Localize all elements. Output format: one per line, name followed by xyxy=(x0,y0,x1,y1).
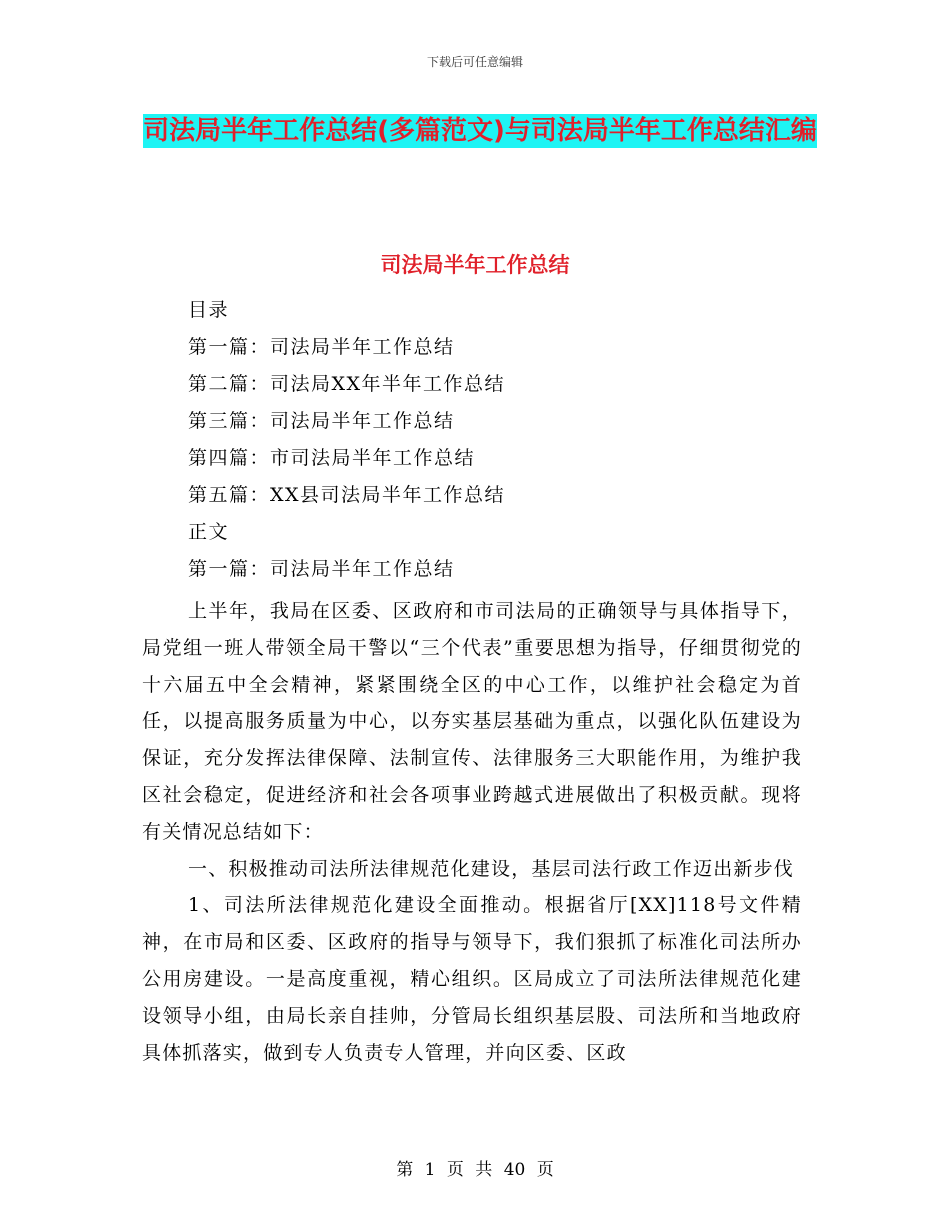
body-paragraph: 上半年，我局在区委、区政府和市司法局的正确领导与具体指导下，局党组一班人带领全局干警以“三个代表”重要思想为指导，仔细贯彻党的十六届五中全会精神，紧紧围绕全区的中心工作，以维护社会稳定为首任，以提高服务质量为中心，以夯实基层基础为重点，以强化队伍建设为保证，充分发挥法律保障、法制宣传、法律服务三大职能作用，为维护我区社会稳定，促进经济和社会各项事业跨越式进展做出了积极贡献。现将有关情况总结如下： xyxy=(142,600,802,843)
toc-item: 第三篇：司法局半年工作总结 xyxy=(188,410,455,432)
toc-item: 第一篇：司法局半年工作总结 xyxy=(188,336,455,358)
toc-item: 第四篇：市司法局半年工作总结 xyxy=(188,447,476,469)
body-paragraph: 一、积极推动司法所法律规范化建设，基层司法行政工作迈出新步伐 xyxy=(188,857,795,880)
table-of-contents xyxy=(188,296,505,592)
first-section-heading: 第一篇：司法局半年工作总结 xyxy=(188,558,455,580)
document-title xyxy=(140,108,820,154)
body-heading: 正文 xyxy=(188,521,230,543)
toc-heading: 目录 xyxy=(188,299,230,321)
toc-item: 第二篇：司法局XX年半年工作总结 xyxy=(188,373,506,395)
document-title-text: 司法局半年工作总结(多篇范文)与司法局半年工作总结汇编 xyxy=(143,116,817,146)
body-paragraph: 1、司法所法律规范化建设全面推动。根据省厅[XX]118号文件精神，在市局和区委、区政府的指导与领导下，我们狠抓了标准化司法所办公用房建设。一是高度重视，精心组织。区局成立了司法所法律规范化建设领导小组，由局长亲自挂帅，分管局长组织基层股、司法所和当地政府具体抓落实，做到专人负责专人管理，并向区委、区政 xyxy=(142,894,802,1064)
page-number-footer: 第 1 页 共 40 页 xyxy=(396,1160,554,1180)
toc-item: 第五篇：XX县司法局半年工作总结 xyxy=(188,484,506,506)
page-header-note: 下载后可任意编辑 xyxy=(426,55,523,69)
section-subtitle: 司法局半年工作总结 xyxy=(380,253,570,277)
document-body xyxy=(142,593,802,1071)
